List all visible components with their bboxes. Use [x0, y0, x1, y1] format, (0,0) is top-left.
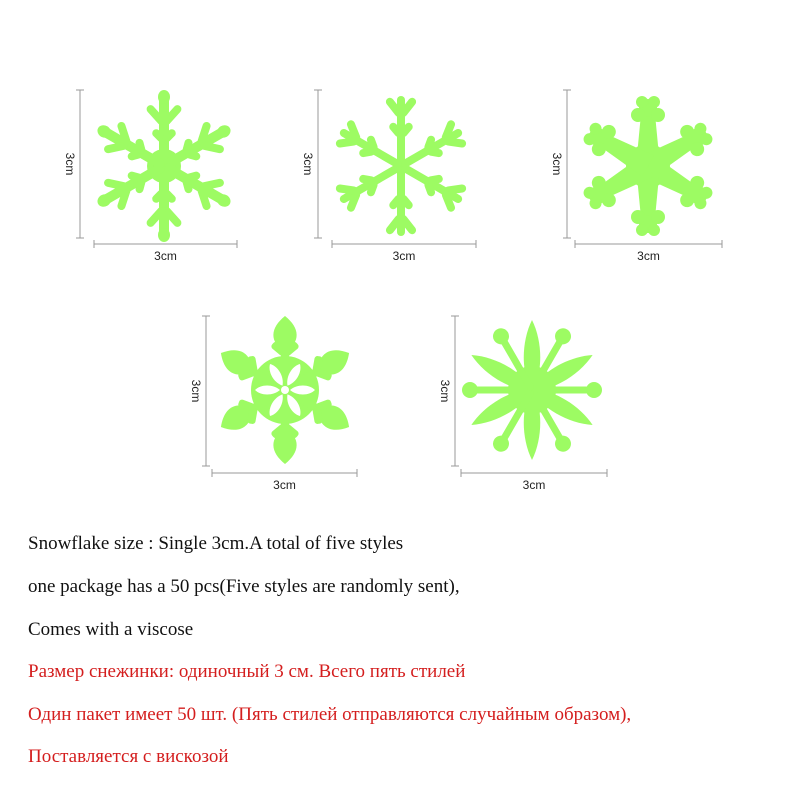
height-label: 3cm — [301, 152, 315, 176]
description-en-line-2: one package has a 50 pcs(Five styles are randomly sent), — [28, 576, 460, 597]
snowflake-style-1-icon — [89, 90, 240, 242]
width-dimension-line — [212, 469, 357, 477]
description-ru-line-1: Размер снежинки: одиночный 3 см. Всего пять стилей — [28, 661, 466, 682]
snowflake-item — [63, 90, 239, 263]
snowflake-style-4-icon — [214, 316, 357, 464]
snowflake-item — [550, 90, 722, 263]
snowflake-item — [438, 316, 607, 492]
height-label: 3cm — [438, 379, 452, 403]
width-label: 3cm — [154, 249, 177, 263]
width-dimension-line — [461, 469, 607, 477]
width-dimension-line — [575, 240, 722, 248]
width-label: 3cm — [522, 478, 546, 492]
height-label: 3cm — [189, 379, 203, 403]
snowflake-style-5-icon — [462, 320, 602, 460]
description-en-line-1: Snowflake size : Single 3cm.A total of five styles — [28, 533, 404, 554]
width-label: 3cm — [273, 478, 296, 492]
height-label: 3cm — [550, 152, 564, 176]
snowflake-style-3-icon — [579, 96, 717, 236]
snowflake-item — [301, 90, 476, 263]
width-dimension-line — [332, 240, 476, 248]
description-ru-line-3: Поставляется с вискозой — [28, 746, 229, 767]
snowflake-style-2-icon — [332, 96, 470, 236]
height-label: 3cm — [63, 152, 77, 176]
width-label: 3cm — [637, 249, 660, 263]
width-label: 3cm — [392, 249, 416, 263]
description-ru-line-2: Один пакет имеет 50 шт. (Пять стилей отправляются случайным образом), — [28, 704, 632, 725]
snowflake-item — [189, 316, 357, 492]
description-en-line-3: Comes with a viscose — [28, 619, 194, 640]
